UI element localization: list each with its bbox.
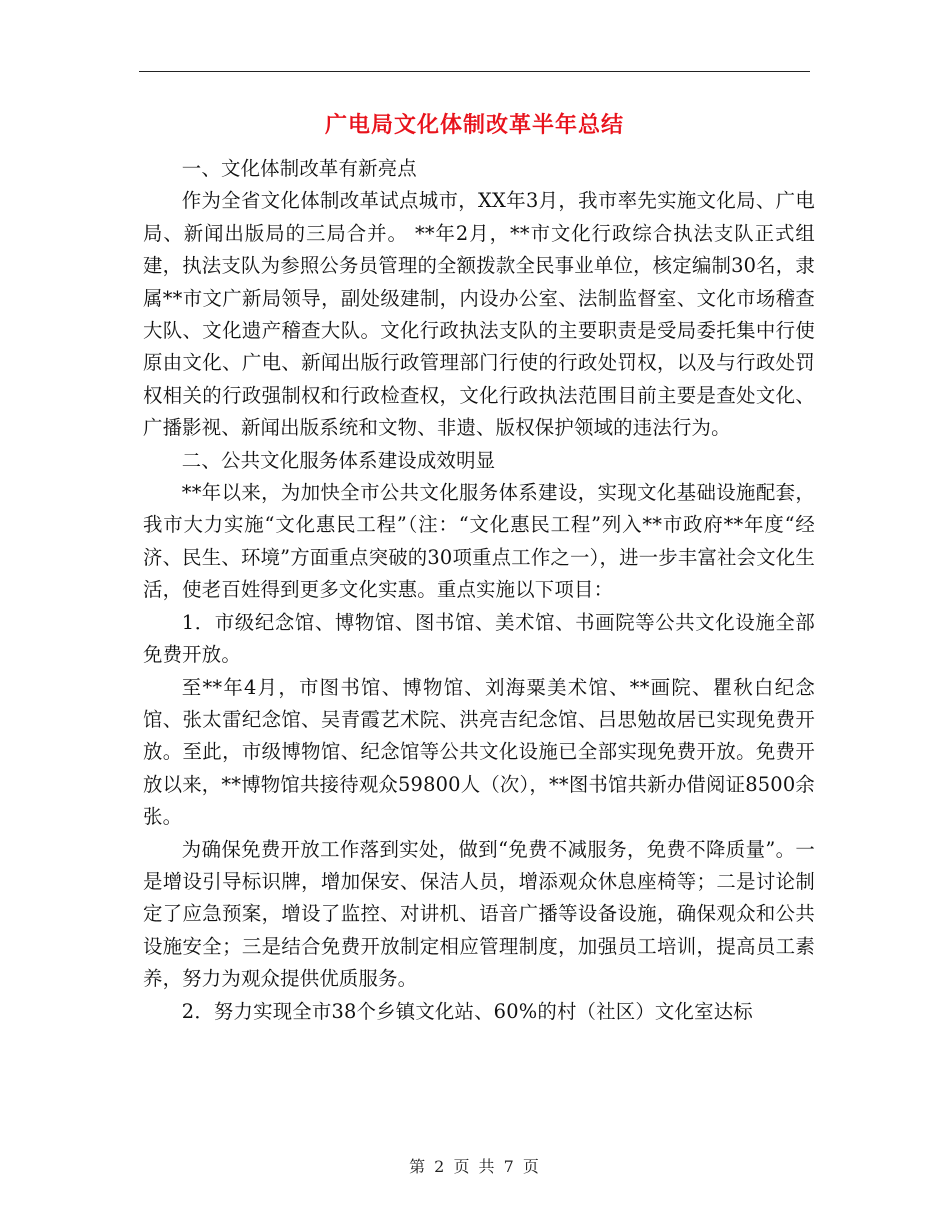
- paragraph: 至**年4月，市图书馆、博物馆、刘海粟美术馆、**画院、瞿秋白纪念馆、张太雷纪念馆、吴青霞艺术院、洪亮吉纪念馆、吕思勉故居已实现免费开放。至此，市级博物馆、纪念馆等公共文化设施已全部实现免费开放。免费开放以来，**博物馆共接待观众59800人（次），**图书馆共新办借阅证8500余张。: [143, 675, 815, 829]
- page-number: 第 2 页 共 7 页: [409, 1157, 541, 1176]
- header-rule: [139, 71, 810, 72]
- list-item-1: 1．市级纪念馆、博物馆、图书馆、美术馆、书画院等公共文化设施全部免费开放。: [143, 610, 815, 667]
- section-heading-1: 一、文化体制改革有新亮点: [181, 157, 417, 180]
- paragraph: 作为全省文化体制改革试点城市，XX年3月，我市率先实施文化局、广电局、新闻出版局的三局合并。 **年2月，**市文化行政综合执法支队正式组建，执法支队为参照公务员管理的全额拨款全民事业单位，核定编制30名，隶属**市文广新局领导，副处级建制，内设办公室、法制监督室、文化市场稽查大队、文化遗产稽查大队。文化行政执法支队的主要职责是受局委托集中行使原由文化、广电、新闻出版行政管理部门行使的行政处罚权，以及与行政处罚权相关的行政强制权和行政检查权，文化行政执法范围目前主要是查处文化、广播影视、新闻出版系统和文物、非遗、版权保护领域的违法行为。: [143, 189, 815, 440]
- paragraph: 为确保免费开放工作落到实处，做到“免费不减服务，免费不降质量”。一是增设引导标识牌，增加保安、保洁人员，增添观众休息座椅等；二是讨论制定了应急预案，增设了监控、对讲机、语音广播等设备设施，确保观众和公共设施安全；三是结合免费开放制定相应管理制度，加强员工培训，提高员工素养，努力为观众提供优质服务。: [143, 837, 815, 991]
- section-heading-2: 二、公共文化服务体系建设成效明显: [181, 448, 496, 472]
- document-body: [143, 153, 815, 1028]
- paragraph: **年以来，为加快全市公共文化服务体系建设，实现文化基础设施配套，我市大力实施“文化惠民工程”（注：“文化惠民工程”列入**市政府**年度“经济、民生、环境”方面重点突破的30项重点工作之一），进一步丰富社会文化生活，使老百姓得到更多文化实惠。重点实施以下项目：: [143, 481, 815, 602]
- list-item-2: 2．努力实现全市38个乡镇文化站、60%的村（社区）文化室达标: [181, 999, 753, 1023]
- document-title: 广电局文化体制改革半年总结: [324, 113, 624, 138]
